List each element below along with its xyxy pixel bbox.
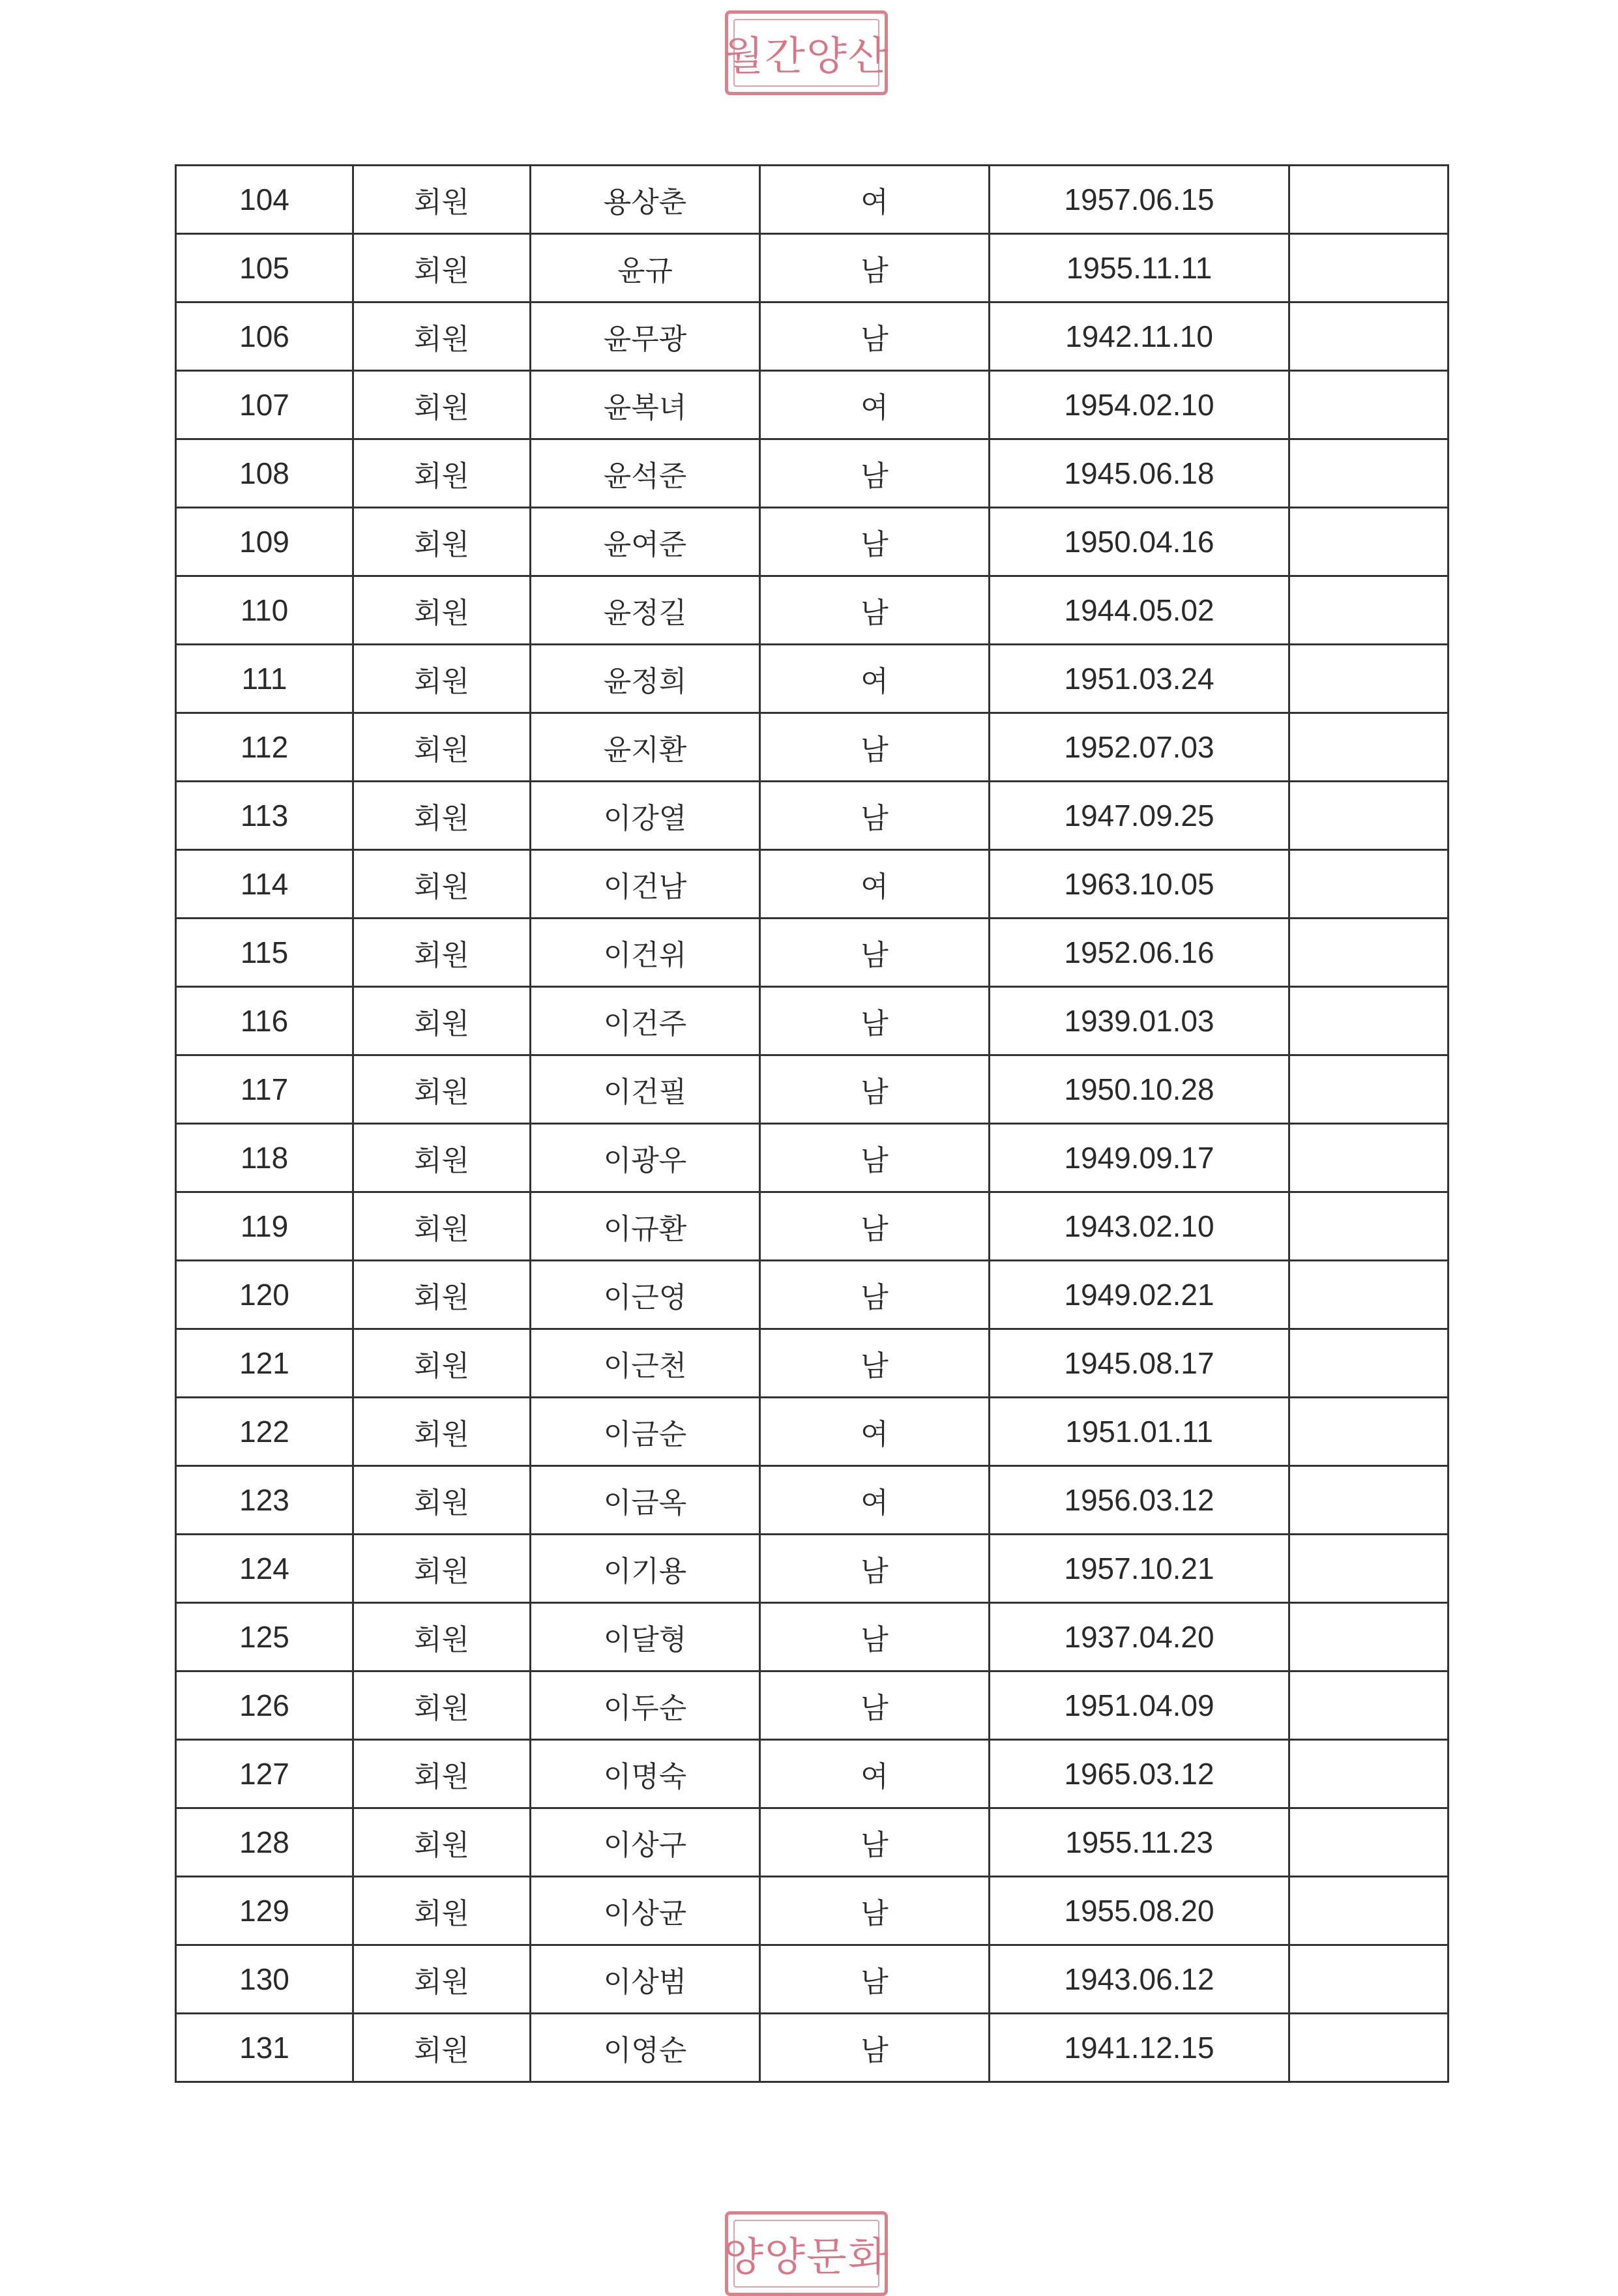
cell-role: 회원 xyxy=(353,234,531,302)
cell-role: 회원 xyxy=(353,782,531,850)
cell-number: 115 xyxy=(176,919,353,987)
cell-role: 회원 xyxy=(353,645,531,713)
cell-note xyxy=(1289,371,1449,439)
cell-role: 회원 xyxy=(353,1877,531,1945)
cell-note xyxy=(1289,508,1449,576)
top-seal-text: 월간양산 xyxy=(723,33,890,80)
cell-note xyxy=(1289,782,1449,850)
cell-number: 112 xyxy=(176,713,353,782)
cell-number: 124 xyxy=(176,1535,353,1603)
cell-number: 125 xyxy=(176,1603,353,1671)
cell-note xyxy=(1289,439,1449,508)
cell-note xyxy=(1289,1192,1449,1261)
cell-number: 126 xyxy=(176,1671,353,1740)
table-row xyxy=(176,302,1449,371)
cell-sex: 남 xyxy=(760,1055,990,1124)
cell-number: 106 xyxy=(176,302,353,371)
cell-sex: 남 xyxy=(760,302,990,371)
cell-name: 이상범 xyxy=(531,1945,760,2014)
cell-name: 이근영 xyxy=(531,1261,760,1329)
cell-sex: 여 xyxy=(760,371,990,439)
cell-birthdate: 1947.09.25 xyxy=(990,782,1289,850)
cell-note xyxy=(1289,1877,1449,1945)
cell-role: 회원 xyxy=(353,439,531,508)
cell-note xyxy=(1289,850,1449,919)
cell-note xyxy=(1289,234,1449,302)
cell-number: 129 xyxy=(176,1877,353,1945)
table-row xyxy=(176,439,1449,508)
cell-birthdate: 1942.11.10 xyxy=(990,302,1289,371)
cell-sex: 여 xyxy=(760,1740,990,1808)
cell-birthdate: 1949.09.17 xyxy=(990,1124,1289,1192)
table-row xyxy=(176,371,1449,439)
table-row xyxy=(176,1808,1449,1877)
cell-name: 윤석준 xyxy=(531,439,760,508)
cell-name: 이상구 xyxy=(531,1808,760,1877)
cell-name: 이기용 xyxy=(531,1535,760,1603)
cell-number: 123 xyxy=(176,1466,353,1535)
cell-number: 107 xyxy=(176,371,353,439)
cell-sex: 남 xyxy=(760,1671,990,1740)
cell-sex: 남 xyxy=(760,782,990,850)
cell-note xyxy=(1289,919,1449,987)
cell-role: 회원 xyxy=(353,576,531,645)
table-row xyxy=(176,1329,1449,1398)
cell-role: 회원 xyxy=(353,1945,531,2014)
cell-sex: 남 xyxy=(760,1124,990,1192)
cell-note xyxy=(1289,1808,1449,1877)
cell-sex: 남 xyxy=(760,508,990,576)
cell-birthdate: 1951.01.11 xyxy=(990,1398,1289,1466)
cell-sex: 남 xyxy=(760,234,990,302)
cell-note xyxy=(1289,1535,1449,1603)
cell-birthdate: 1955.11.23 xyxy=(990,1808,1289,1877)
cell-role: 회원 xyxy=(353,508,531,576)
cell-name: 용상춘 xyxy=(531,166,760,234)
cell-name: 이금옥 xyxy=(531,1466,760,1535)
cell-role: 회원 xyxy=(353,1740,531,1808)
cell-note xyxy=(1289,1329,1449,1398)
cell-role: 회원 xyxy=(353,1192,531,1261)
cell-name: 이금순 xyxy=(531,1398,760,1466)
cell-note xyxy=(1289,1124,1449,1192)
cell-birthdate: 1945.06.18 xyxy=(990,439,1289,508)
cell-number: 130 xyxy=(176,1945,353,2014)
cell-birthdate: 1943.06.12 xyxy=(990,1945,1289,2014)
cell-number: 109 xyxy=(176,508,353,576)
cell-sex: 남 xyxy=(760,987,990,1055)
table-row xyxy=(176,1192,1449,1261)
cell-name: 윤지환 xyxy=(531,713,760,782)
table-row xyxy=(176,713,1449,782)
cell-number: 105 xyxy=(176,234,353,302)
cell-birthdate: 1949.02.21 xyxy=(990,1261,1289,1329)
cell-birthdate: 1951.03.24 xyxy=(990,645,1289,713)
cell-birthdate: 1944.05.02 xyxy=(990,576,1289,645)
cell-name: 윤무광 xyxy=(531,302,760,371)
cell-sex: 여 xyxy=(760,166,990,234)
table-row xyxy=(176,1945,1449,2014)
cell-sex: 남 xyxy=(760,2014,990,2082)
cell-note xyxy=(1289,987,1449,1055)
cell-note xyxy=(1289,645,1449,713)
cell-note xyxy=(1289,1466,1449,1535)
cell-sex: 남 xyxy=(760,1808,990,1877)
cell-name: 이규환 xyxy=(531,1192,760,1261)
cell-birthdate: 1955.11.11 xyxy=(990,234,1289,302)
cell-role: 회원 xyxy=(353,1671,531,1740)
cell-sex: 남 xyxy=(760,1261,990,1329)
bottom-seal-stamp xyxy=(725,2211,888,2296)
table-row xyxy=(176,1055,1449,1124)
cell-name: 이건위 xyxy=(531,919,760,987)
table-row xyxy=(176,1466,1449,1535)
cell-number: 131 xyxy=(176,2014,353,2082)
cell-role: 회원 xyxy=(353,371,531,439)
table-row xyxy=(176,850,1449,919)
cell-role: 회원 xyxy=(353,1398,531,1466)
cell-birthdate: 1954.02.10 xyxy=(990,371,1289,439)
member-table-body xyxy=(176,166,1449,2082)
table-row xyxy=(176,2014,1449,2082)
cell-sex: 남 xyxy=(760,1603,990,1671)
cell-role: 회원 xyxy=(353,2014,531,2082)
cell-birthdate: 1955.08.20 xyxy=(990,1877,1289,1945)
table-row xyxy=(176,1124,1449,1192)
cell-number: 116 xyxy=(176,987,353,1055)
cell-name: 이건주 xyxy=(531,987,760,1055)
cell-note xyxy=(1289,2014,1449,2082)
table-row xyxy=(176,782,1449,850)
cell-role: 회원 xyxy=(353,302,531,371)
table-row xyxy=(176,1671,1449,1740)
cell-name: 윤정희 xyxy=(531,645,760,713)
cell-role: 회원 xyxy=(353,1124,531,1192)
cell-birthdate: 1941.12.15 xyxy=(990,2014,1289,2082)
cell-role: 회원 xyxy=(353,713,531,782)
cell-name: 이두순 xyxy=(531,1671,760,1740)
cell-birthdate: 1951.04.09 xyxy=(990,1671,1289,1740)
cell-name: 이상균 xyxy=(531,1877,760,1945)
cell-role: 회원 xyxy=(353,1261,531,1329)
cell-name: 윤복녀 xyxy=(531,371,760,439)
cell-note xyxy=(1289,1671,1449,1740)
table-row xyxy=(176,1398,1449,1466)
cell-number: 117 xyxy=(176,1055,353,1124)
cell-role: 회원 xyxy=(353,850,531,919)
cell-sex: 남 xyxy=(760,919,990,987)
cell-number: 122 xyxy=(176,1398,353,1466)
cell-name: 이영순 xyxy=(531,2014,760,2082)
cell-sex: 남 xyxy=(760,576,990,645)
cell-role: 회원 xyxy=(353,1329,531,1398)
cell-role: 회원 xyxy=(353,166,531,234)
cell-name: 윤정길 xyxy=(531,576,760,645)
top-seal-stamp xyxy=(725,10,888,95)
member-table xyxy=(175,164,1449,2083)
cell-role: 회원 xyxy=(353,1055,531,1124)
cell-sex: 남 xyxy=(760,1945,990,2014)
bottom-seal-text: 양양문화 xyxy=(723,2234,890,2280)
cell-role: 회원 xyxy=(353,1535,531,1603)
cell-birthdate: 1943.02.10 xyxy=(990,1192,1289,1261)
cell-role: 회원 xyxy=(353,1808,531,1877)
cell-role: 회원 xyxy=(353,1466,531,1535)
cell-birthdate: 1957.10.21 xyxy=(990,1535,1289,1603)
cell-name: 이근천 xyxy=(531,1329,760,1398)
table-row xyxy=(176,166,1449,234)
cell-note xyxy=(1289,1398,1449,1466)
cell-name: 이건남 xyxy=(531,850,760,919)
table-row xyxy=(176,919,1449,987)
cell-sex: 남 xyxy=(760,1877,990,1945)
cell-number: 120 xyxy=(176,1261,353,1329)
table-row xyxy=(176,576,1449,645)
cell-note xyxy=(1289,302,1449,371)
cell-note xyxy=(1289,1740,1449,1808)
cell-number: 110 xyxy=(176,576,353,645)
cell-note xyxy=(1289,1055,1449,1124)
cell-name: 이강열 xyxy=(531,782,760,850)
cell-birthdate: 1945.08.17 xyxy=(990,1329,1289,1398)
cell-birthdate: 1965.03.12 xyxy=(990,1740,1289,1808)
cell-sex: 남 xyxy=(760,1192,990,1261)
table-row xyxy=(176,1603,1449,1671)
cell-sex: 남 xyxy=(760,713,990,782)
cell-number: 127 xyxy=(176,1740,353,1808)
cell-role: 회원 xyxy=(353,1603,531,1671)
cell-birthdate: 1952.06.16 xyxy=(990,919,1289,987)
cell-name: 윤여준 xyxy=(531,508,760,576)
cell-birthdate: 1950.04.16 xyxy=(990,508,1289,576)
cell-sex: 남 xyxy=(760,1329,990,1398)
table-row xyxy=(176,987,1449,1055)
cell-sex: 여 xyxy=(760,645,990,713)
cell-birthdate: 1963.10.05 xyxy=(990,850,1289,919)
cell-birthdate: 1950.10.28 xyxy=(990,1055,1289,1124)
cell-number: 121 xyxy=(176,1329,353,1398)
cell-number: 113 xyxy=(176,782,353,850)
cell-number: 114 xyxy=(176,850,353,919)
cell-name: 이광우 xyxy=(531,1124,760,1192)
cell-birthdate: 1939.01.03 xyxy=(990,987,1289,1055)
table-row xyxy=(176,234,1449,302)
cell-sex: 남 xyxy=(760,439,990,508)
cell-number: 118 xyxy=(176,1124,353,1192)
cell-number: 108 xyxy=(176,439,353,508)
cell-note xyxy=(1289,713,1449,782)
cell-sex: 여 xyxy=(760,1466,990,1535)
cell-sex: 여 xyxy=(760,1398,990,1466)
cell-name: 윤규 xyxy=(531,234,760,302)
cell-number: 119 xyxy=(176,1192,353,1261)
cell-note xyxy=(1289,1945,1449,2014)
cell-birthdate: 1957.06.15 xyxy=(990,166,1289,234)
cell-note xyxy=(1289,1261,1449,1329)
cell-sex: 여 xyxy=(760,850,990,919)
table-row xyxy=(176,645,1449,713)
cell-sex: 남 xyxy=(760,1535,990,1603)
table-row xyxy=(176,1535,1449,1603)
table-row xyxy=(176,1877,1449,1945)
cell-number: 104 xyxy=(176,166,353,234)
cell-role: 회원 xyxy=(353,919,531,987)
table-row xyxy=(176,508,1449,576)
cell-birthdate: 1937.04.20 xyxy=(990,1603,1289,1671)
cell-number: 128 xyxy=(176,1808,353,1877)
table-row xyxy=(176,1740,1449,1808)
table-row xyxy=(176,1261,1449,1329)
cell-number: 111 xyxy=(176,645,353,713)
cell-role: 회원 xyxy=(353,987,531,1055)
cell-name: 이건필 xyxy=(531,1055,760,1124)
cell-name: 이달형 xyxy=(531,1603,760,1671)
cell-note xyxy=(1289,1603,1449,1671)
cell-note xyxy=(1289,166,1449,234)
cell-note xyxy=(1289,576,1449,645)
cell-birthdate: 1956.03.12 xyxy=(990,1466,1289,1535)
cell-birthdate: 1952.07.03 xyxy=(990,713,1289,782)
cell-name: 이명숙 xyxy=(531,1740,760,1808)
